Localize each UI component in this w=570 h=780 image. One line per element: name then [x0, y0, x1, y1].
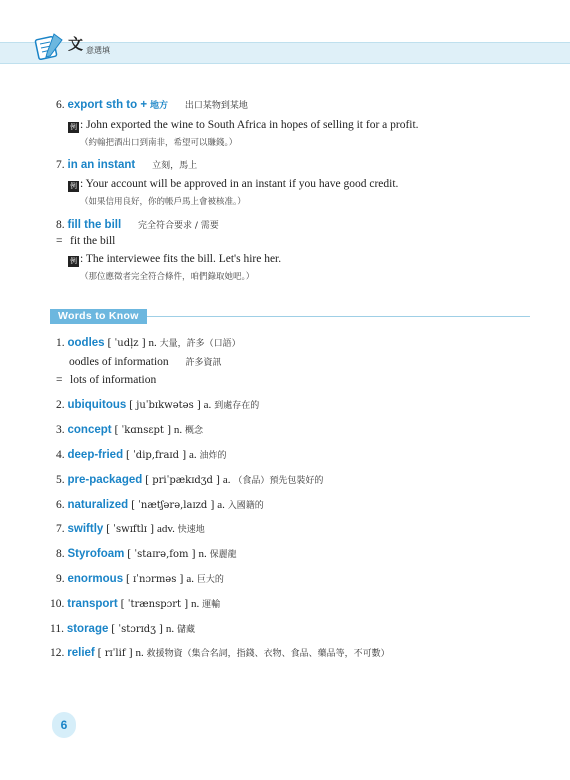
word-meaning: 入國籍的 — [227, 501, 264, 511]
phrase-entry: 6. export sth to + 地方 出口某物到某地 — [56, 99, 248, 111]
word-entry: 9. enormous [ ɪˈnɔrməs ] a. 巨大的 — [56, 573, 224, 585]
phrase-term: export sth to + — [67, 99, 148, 111]
word-meaning: 大量，許多（口語） — [159, 339, 241, 349]
example-sentence: 例 : The interviewee fits the bill. Let's hire her. — [70, 253, 282, 265]
word-entry: 6. naturalized [ ˈnætʃərə,laɪzd ] a. 入國籍的 — [56, 499, 264, 511]
word-entry: 5. pre-packaged [ priˈpækɪdʒd ] a. （食品）預先包裝好的 — [56, 474, 324, 486]
phrase-entry: 8. fill the bill 完全符合要求 / 需要 — [56, 219, 219, 231]
example-translation: （那位應徵者完全符合條件，咱們錄取她吧。） — [80, 272, 255, 282]
example-badge: 例 — [70, 257, 77, 265]
word-entry: 7. swiftly [ ˈswɪftlɪ ] adv. 快速地 — [56, 523, 205, 535]
word-pos: n. — [165, 623, 175, 635]
word-term: deep-fried — [67, 449, 124, 461]
word-entry: 3. concept [ ˈkɑnsɛpt ] n. 概念 — [56, 424, 204, 436]
word-pos: a. — [203, 399, 212, 411]
word-term: Styrofoam — [67, 548, 125, 560]
word-entry: 8. Styrofoam [ ˈstaɪrə,fom ] n. 保麗龍 — [56, 548, 237, 560]
word-ipa: [ ˈdip,fraɪd ] — [125, 450, 187, 461]
word-ipa: [ ˈnætʃərə,laɪzd ] — [131, 500, 215, 511]
word-entry: 10. transport [ ˈtrænspɔrt ] n. 運輸 — [50, 598, 221, 610]
word-meaning: 油炸的 — [199, 451, 227, 461]
page-number: 6 — [52, 712, 76, 738]
word-pos: adv. — [156, 523, 175, 535]
word-term: ubiquitous — [67, 399, 127, 411]
word-term: concept — [67, 424, 112, 436]
word-entry: 2. ubiquitous [ juˈbɪkwətəs ] a. 到處存在的 — [56, 399, 260, 411]
word-pos: n. — [148, 337, 157, 349]
word-meaning: 儲藏 — [176, 625, 195, 635]
word-meaning: 運輸 — [202, 600, 221, 610]
word-entry: 12. relief [ rɪˈlif ] n. 救援物資（集合名詞，指錢、衣物、食品、藥品等，不可數） — [50, 647, 390, 659]
word-term: oodles — [67, 337, 105, 349]
synonym-line: = fit the bill — [56, 235, 116, 247]
word-meaning: （食品）預先包裝好的 — [233, 476, 324, 486]
word-entry: 11. storage [ ˈstɔrɪdʒ ] n. 儲藏 — [50, 623, 195, 635]
phrase-meaning: 完全符合要求 / 需要 — [138, 221, 219, 231]
word-pos: a. — [188, 449, 197, 461]
example-translation: （如果信用良好，你的帳戶馬上會被核准。） — [80, 197, 246, 207]
phrase-term-cn: 地方 — [149, 101, 168, 111]
word-entry: 4. deep-fried [ ˈdip,fraɪd ] a. 油炸的 — [56, 449, 227, 461]
synonym-line: = lots of information — [56, 374, 157, 386]
word-pos: a. — [186, 573, 194, 585]
notebook-pencil-icon — [34, 32, 64, 60]
word-ipa: [ priˈpækɪdʒd ] — [145, 475, 220, 486]
word-meaning: 巨大的 — [196, 575, 224, 585]
phrase-term: fill the bill — [67, 219, 122, 231]
word-pos: n. — [198, 548, 207, 560]
word-term: relief — [67, 647, 95, 659]
word-meaning: 概念 — [185, 426, 204, 436]
word-pos: a. — [222, 474, 231, 486]
example-badge: 例 — [70, 123, 77, 131]
word-ipa: [ ɪˈnɔrməs ] — [125, 574, 184, 585]
example-translation: （約翰把酒出口到南非，希望可以賺錢。） — [80, 138, 238, 148]
word-pos: a. — [217, 499, 225, 511]
word-term: naturalized — [67, 499, 129, 511]
word-ipa: [ ˈudl̩z ] — [107, 338, 146, 349]
word-pos: n. — [190, 598, 200, 610]
phrase-term: in an instant — [67, 159, 136, 171]
word-meaning: 救援物資（集合名詞，指錢、衣物、食品、藥品等，不可數） — [146, 649, 390, 659]
section-title: Words to Know — [50, 309, 147, 324]
word-term: pre-packaged — [67, 474, 143, 486]
word-meaning: 到處存在的 — [214, 401, 260, 411]
example-badge: 例 — [70, 182, 77, 190]
word-pos: n. — [173, 424, 183, 436]
word-ipa: [ ˈswɪftlɪ ] — [106, 524, 155, 535]
word-ipa: [ ˈstaɪrə,fom ] — [127, 549, 196, 560]
word-meaning: 快速地 — [177, 525, 205, 535]
example-sentence: 例 : John exported the wine to South Africa in hopes of selling it for a profit. — [70, 119, 419, 131]
header-title: 文 — [68, 35, 84, 53]
word-entry: 1. oodles [ ˈudl̩z ] n. 大量，許多（口語） — [56, 337, 241, 349]
word-term: enormous — [67, 573, 124, 585]
word-ipa: [ ˈtrænspɔrt ] — [120, 599, 189, 610]
word-term: transport — [67, 598, 118, 610]
word-term: storage — [66, 623, 109, 635]
phrase-meaning: 出口某物到某地 — [184, 101, 248, 111]
example-sentence: 例 : Your account will be approved in an instant if you have good credit. — [70, 178, 399, 190]
word-meaning: 保麗龍 — [209, 550, 237, 560]
phrase-entry: 7. in an instant 立刻，馬上 — [56, 159, 198, 171]
phrase-meaning: 立刻，馬上 — [152, 161, 198, 171]
header-subtitle: 意選填 — [86, 46, 110, 55]
usage-line: oodles of information 許多資訊 — [69, 356, 222, 368]
word-ipa: [ rɪˈlif ] — [97, 648, 133, 659]
word-pos: n. — [135, 647, 144, 659]
word-term: swiftly — [67, 523, 104, 535]
word-ipa: [ juˈbɪkwətəs ] — [129, 400, 201, 411]
word-ipa: [ ˈkɑnsɛpt ] — [114, 425, 172, 436]
word-ipa: [ ˈstɔrɪdʒ ] — [111, 624, 163, 635]
